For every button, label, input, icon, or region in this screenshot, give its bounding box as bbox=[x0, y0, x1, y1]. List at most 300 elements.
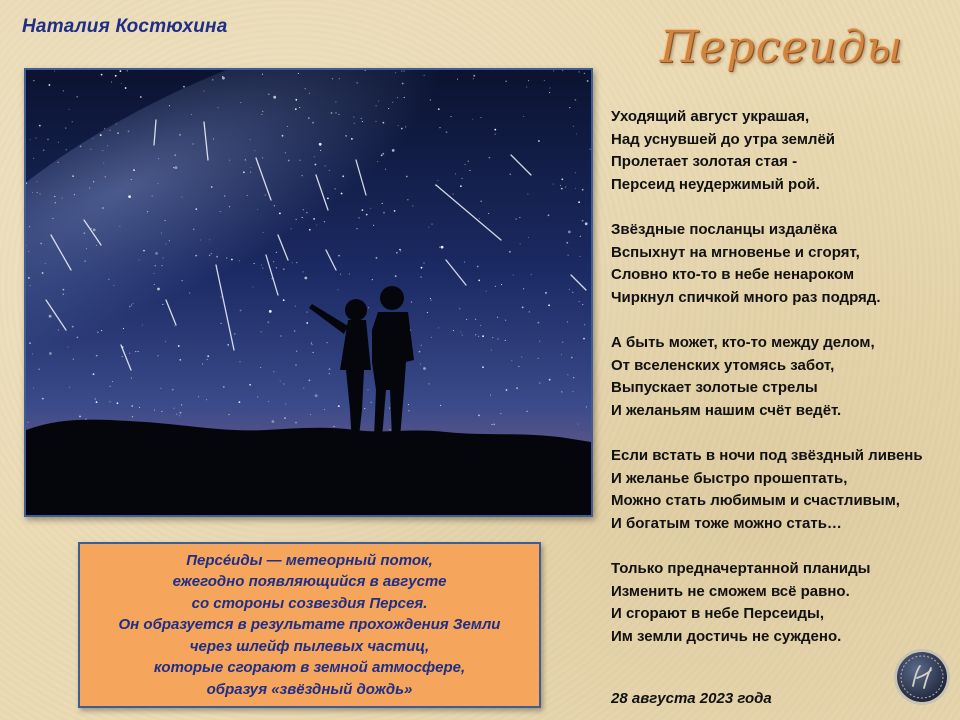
star bbox=[33, 158, 34, 159]
star bbox=[528, 80, 529, 81]
star bbox=[121, 83, 122, 84]
star bbox=[152, 196, 153, 197]
poem-line: Им земли достичь не суждено. bbox=[611, 627, 842, 645]
star bbox=[76, 96, 78, 98]
star bbox=[142, 325, 143, 326]
star bbox=[91, 228, 92, 229]
star bbox=[183, 86, 185, 88]
star bbox=[295, 422, 297, 424]
star bbox=[33, 80, 34, 81]
star bbox=[79, 416, 81, 418]
star bbox=[96, 245, 97, 246]
star bbox=[511, 360, 512, 361]
star bbox=[226, 257, 227, 258]
star bbox=[139, 259, 140, 260]
star bbox=[440, 405, 441, 406]
poem-line: Персеид неудержимый рой. bbox=[611, 175, 820, 193]
star bbox=[431, 300, 432, 301]
star bbox=[421, 277, 422, 278]
night-sky-photo bbox=[24, 68, 593, 517]
star bbox=[314, 156, 315, 157]
star bbox=[39, 193, 40, 194]
star bbox=[527, 193, 528, 194]
star bbox=[155, 252, 158, 255]
star bbox=[494, 129, 496, 131]
star bbox=[30, 139, 31, 140]
info-line: со стороны созвездия Персея. bbox=[191, 594, 428, 612]
star bbox=[37, 192, 38, 193]
star bbox=[545, 292, 547, 294]
star bbox=[342, 175, 344, 177]
star bbox=[161, 411, 162, 412]
star bbox=[89, 188, 90, 189]
star bbox=[356, 228, 357, 229]
star bbox=[178, 345, 180, 347]
star bbox=[578, 201, 580, 203]
star bbox=[83, 232, 85, 234]
star bbox=[586, 406, 587, 407]
info-line: Персе́иды — метеорный поток, bbox=[186, 551, 433, 569]
star bbox=[28, 251, 29, 252]
star bbox=[202, 364, 203, 365]
star bbox=[572, 391, 573, 392]
star bbox=[339, 78, 340, 79]
star bbox=[154, 284, 155, 285]
star bbox=[473, 78, 474, 79]
star bbox=[408, 404, 409, 405]
star bbox=[265, 195, 266, 196]
star bbox=[420, 363, 421, 364]
star bbox=[338, 405, 340, 407]
poem-title: Персеиды bbox=[660, 22, 904, 73]
info-line: которые сгорают в земной атмосфере, bbox=[153, 659, 466, 677]
star bbox=[500, 413, 501, 414]
star bbox=[462, 178, 463, 179]
star bbox=[209, 255, 210, 256]
star bbox=[181, 196, 182, 197]
star bbox=[529, 311, 530, 312]
star bbox=[389, 408, 390, 409]
star bbox=[131, 305, 132, 306]
star bbox=[399, 249, 401, 251]
star bbox=[327, 342, 328, 343]
star bbox=[72, 326, 74, 328]
star bbox=[229, 414, 230, 415]
star bbox=[478, 280, 480, 282]
poem-line: Звёздные посланцы издалёка bbox=[611, 221, 838, 238]
star bbox=[80, 146, 82, 148]
poem-stanza bbox=[611, 558, 951, 648]
star bbox=[123, 328, 124, 329]
star bbox=[335, 188, 336, 189]
star bbox=[294, 330, 295, 331]
star bbox=[39, 125, 41, 127]
star bbox=[211, 186, 213, 188]
star bbox=[478, 336, 479, 337]
star bbox=[206, 399, 207, 400]
star bbox=[267, 321, 269, 323]
star bbox=[505, 320, 506, 321]
star bbox=[92, 138, 93, 139]
star bbox=[579, 71, 580, 72]
star bbox=[143, 250, 145, 252]
star bbox=[131, 179, 132, 180]
star bbox=[207, 359, 208, 360]
star bbox=[573, 377, 574, 378]
star bbox=[582, 220, 584, 222]
star bbox=[42, 398, 44, 400]
star bbox=[176, 414, 177, 415]
poem-stanza bbox=[611, 332, 951, 422]
star bbox=[378, 101, 379, 102]
star bbox=[421, 345, 422, 346]
star bbox=[42, 272, 44, 274]
poem-line: Можно стать любимым и счастливым, bbox=[611, 492, 900, 509]
star bbox=[376, 105, 377, 106]
star bbox=[480, 325, 481, 326]
star bbox=[69, 109, 70, 110]
star bbox=[329, 373, 330, 374]
star bbox=[299, 160, 300, 161]
star bbox=[173, 408, 174, 409]
star bbox=[66, 149, 67, 150]
star bbox=[101, 74, 103, 76]
star bbox=[394, 210, 396, 212]
star bbox=[506, 389, 508, 391]
star bbox=[292, 262, 293, 263]
star bbox=[295, 99, 297, 101]
star bbox=[302, 217, 303, 218]
star bbox=[553, 184, 554, 185]
star bbox=[549, 87, 550, 88]
star bbox=[573, 126, 574, 127]
star bbox=[584, 324, 585, 325]
star bbox=[97, 331, 99, 333]
poem-line: От вселенских утомясь забот, bbox=[611, 356, 835, 374]
star bbox=[495, 134, 496, 135]
star bbox=[262, 268, 263, 269]
star bbox=[580, 236, 581, 237]
star bbox=[482, 335, 484, 337]
star bbox=[165, 220, 166, 221]
star bbox=[95, 398, 96, 399]
star bbox=[133, 303, 134, 304]
poem-line: Словно кто-то в небе ненароком bbox=[611, 266, 855, 283]
star bbox=[402, 83, 404, 85]
star bbox=[582, 304, 583, 305]
star bbox=[459, 308, 460, 309]
star bbox=[427, 312, 428, 313]
star bbox=[212, 79, 213, 80]
star bbox=[58, 329, 59, 330]
star bbox=[396, 252, 398, 254]
star bbox=[200, 239, 201, 240]
star bbox=[229, 206, 230, 207]
star bbox=[86, 248, 87, 249]
star bbox=[338, 255, 340, 257]
star bbox=[303, 388, 304, 389]
poem-line: И богатым тоже можно стать… bbox=[611, 514, 842, 532]
star bbox=[549, 92, 550, 93]
star bbox=[84, 260, 86, 262]
star bbox=[262, 157, 263, 158]
star bbox=[280, 380, 281, 381]
star bbox=[562, 342, 563, 343]
star bbox=[428, 383, 429, 384]
star bbox=[516, 219, 517, 220]
star bbox=[119, 226, 120, 227]
star bbox=[285, 404, 286, 405]
star bbox=[475, 334, 476, 335]
star bbox=[571, 357, 573, 359]
star bbox=[302, 175, 303, 176]
star bbox=[354, 123, 355, 124]
star bbox=[472, 119, 473, 120]
star bbox=[273, 96, 276, 99]
star bbox=[373, 225, 374, 226]
star bbox=[132, 416, 133, 417]
star bbox=[548, 214, 550, 216]
star bbox=[335, 101, 336, 102]
star bbox=[590, 149, 591, 150]
star bbox=[539, 383, 540, 384]
star bbox=[115, 75, 117, 77]
star bbox=[250, 139, 251, 140]
star bbox=[562, 70, 563, 71]
star bbox=[104, 128, 105, 129]
star bbox=[372, 279, 373, 280]
poem-line: Только предначертанной планиды bbox=[611, 560, 871, 577]
star bbox=[405, 126, 406, 127]
star bbox=[77, 337, 79, 339]
star bbox=[438, 108, 440, 110]
star bbox=[579, 301, 580, 302]
star bbox=[522, 307, 524, 309]
star bbox=[223, 386, 225, 388]
star bbox=[147, 211, 148, 212]
star bbox=[249, 384, 251, 386]
star bbox=[109, 401, 110, 402]
star bbox=[128, 195, 131, 198]
star bbox=[306, 212, 307, 213]
star bbox=[191, 114, 192, 115]
star bbox=[280, 335, 281, 336]
star bbox=[392, 102, 393, 103]
star bbox=[521, 357, 522, 358]
star bbox=[395, 275, 397, 277]
star bbox=[495, 286, 496, 287]
star bbox=[101, 330, 102, 331]
star bbox=[273, 261, 274, 262]
star bbox=[58, 142, 59, 143]
star bbox=[531, 274, 532, 275]
star bbox=[305, 88, 306, 89]
star bbox=[182, 280, 183, 281]
star bbox=[189, 292, 190, 293]
star bbox=[309, 229, 311, 231]
poem-line: Над уснувшей до утра землёй bbox=[611, 130, 836, 148]
star bbox=[250, 167, 251, 168]
star bbox=[203, 90, 204, 91]
star bbox=[469, 170, 470, 171]
star bbox=[120, 70, 122, 72]
star bbox=[45, 263, 46, 264]
star bbox=[377, 161, 378, 162]
star bbox=[431, 337, 432, 338]
star bbox=[239, 401, 241, 403]
star bbox=[157, 183, 158, 184]
star bbox=[36, 181, 37, 182]
star bbox=[287, 126, 288, 127]
star bbox=[129, 353, 130, 354]
star bbox=[561, 354, 562, 355]
star bbox=[108, 279, 109, 280]
star bbox=[544, 80, 545, 81]
star bbox=[353, 117, 354, 118]
star bbox=[93, 229, 96, 232]
star bbox=[527, 411, 528, 412]
star bbox=[351, 138, 353, 140]
star bbox=[174, 325, 175, 326]
star bbox=[54, 196, 55, 197]
star bbox=[364, 408, 365, 409]
star bbox=[341, 193, 343, 195]
star bbox=[73, 359, 74, 360]
star bbox=[505, 340, 506, 341]
star bbox=[370, 208, 371, 209]
star bbox=[58, 162, 59, 163]
star bbox=[117, 402, 119, 404]
star bbox=[298, 73, 299, 74]
star bbox=[313, 218, 315, 220]
star bbox=[63, 294, 64, 295]
star bbox=[32, 353, 33, 354]
star bbox=[310, 414, 311, 415]
star bbox=[516, 387, 518, 389]
star bbox=[430, 99, 431, 100]
star bbox=[49, 84, 51, 86]
star bbox=[93, 373, 95, 375]
star bbox=[131, 405, 133, 407]
star bbox=[358, 217, 359, 218]
star bbox=[385, 169, 386, 170]
star bbox=[568, 255, 569, 256]
star bbox=[296, 262, 297, 263]
star bbox=[274, 205, 275, 206]
poem-stanza bbox=[611, 106, 951, 196]
star bbox=[128, 131, 130, 133]
star bbox=[113, 285, 114, 286]
star bbox=[262, 74, 263, 75]
star bbox=[466, 319, 467, 320]
star bbox=[47, 139, 49, 141]
star bbox=[381, 154, 383, 156]
star bbox=[401, 71, 402, 72]
star bbox=[401, 128, 403, 130]
star bbox=[166, 243, 167, 244]
star bbox=[133, 169, 135, 171]
star bbox=[315, 164, 317, 166]
star bbox=[29, 342, 31, 344]
star bbox=[260, 367, 261, 368]
star bbox=[572, 292, 573, 293]
star bbox=[497, 317, 498, 318]
star bbox=[131, 378, 132, 379]
info-box bbox=[78, 542, 541, 708]
star bbox=[320, 150, 321, 151]
star bbox=[160, 388, 161, 389]
star bbox=[239, 260, 240, 261]
star bbox=[122, 356, 123, 357]
star bbox=[263, 232, 264, 233]
star bbox=[268, 94, 269, 95]
star bbox=[565, 186, 566, 187]
star bbox=[33, 387, 34, 388]
star bbox=[157, 355, 158, 356]
star bbox=[140, 96, 142, 98]
star bbox=[519, 217, 520, 218]
star bbox=[117, 132, 119, 134]
star bbox=[195, 255, 197, 257]
star bbox=[431, 224, 432, 225]
star bbox=[457, 79, 458, 80]
star bbox=[488, 213, 489, 214]
star bbox=[477, 266, 479, 268]
star bbox=[324, 221, 325, 222]
star bbox=[408, 410, 409, 411]
star bbox=[252, 286, 253, 287]
star bbox=[116, 123, 117, 124]
star bbox=[112, 381, 113, 382]
monogram-seal-icon bbox=[893, 648, 951, 706]
star bbox=[161, 233, 162, 234]
star bbox=[367, 389, 368, 390]
star bbox=[288, 160, 290, 162]
star bbox=[491, 424, 492, 425]
star bbox=[376, 257, 378, 259]
star bbox=[93, 181, 94, 182]
star bbox=[412, 205, 413, 206]
star bbox=[247, 195, 248, 196]
star bbox=[179, 415, 180, 416]
star bbox=[349, 273, 350, 274]
star bbox=[583, 338, 585, 340]
star bbox=[460, 185, 462, 187]
star bbox=[221, 323, 222, 324]
star bbox=[382, 203, 383, 204]
star bbox=[480, 117, 481, 118]
star bbox=[268, 401, 269, 402]
star bbox=[32, 192, 33, 193]
star bbox=[453, 330, 454, 331]
star bbox=[392, 149, 395, 152]
info-line: ежегодно появляющийся в августе bbox=[172, 573, 447, 591]
star bbox=[382, 153, 384, 155]
star bbox=[173, 167, 174, 168]
star bbox=[96, 401, 98, 403]
star bbox=[506, 81, 507, 82]
star bbox=[306, 322, 308, 324]
star bbox=[218, 107, 219, 108]
star bbox=[455, 173, 456, 174]
star bbox=[303, 209, 304, 210]
star bbox=[72, 175, 74, 177]
star bbox=[285, 152, 286, 153]
star bbox=[100, 134, 102, 136]
star bbox=[333, 426, 334, 427]
star bbox=[295, 365, 296, 366]
star bbox=[181, 404, 182, 405]
